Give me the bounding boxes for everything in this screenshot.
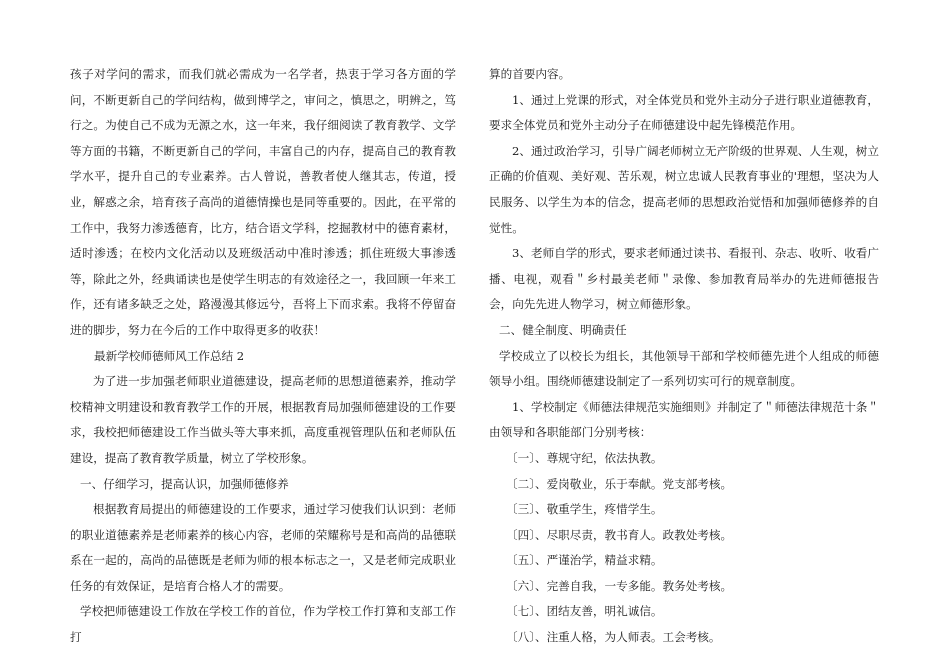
paragraph: 为了进一步加强老师职业道德建设，提高老师的思想道德素养，推动学校精神文明建设和教育教学工作的开展，根据教育局加强师德建设的工作要求，我校把师德建设工作当做头等大事来抓，高度重视管理队伍和老师队伍建设，提高了教育教学质量，树立了学校形象。: [70, 374, 456, 465]
left-column: [70, 62, 456, 651]
list-item: 〔二〕、爱岗敬业，乐于奉献。党支部考核。: [506, 476, 733, 491]
right-column: [489, 62, 879, 651]
list-item: 〔八〕、注重人格，为人师表。工会考核。: [506, 630, 721, 645]
paragraph: 根据教育局提出的师德建设的工作要求，通过学习使我们认识到：老师的职业道德素养是老师素养的核心内容，老师的荣耀称号是和高尚的品德联系在一起的，高尚的品德既是老师为师的根本标志之一，又是老师完成职业任务的有效保证，是培育合格人才的需要。: [70, 502, 456, 593]
section-heading: 二、健全制度、明确责任: [499, 322, 627, 337]
list-item: 〔六〕、完善自我，一专多能。教务处考核。: [506, 578, 733, 593]
list-item: 〔三〕、敬重学生，疼惜学生。: [506, 502, 663, 517]
paragraph: 2、通过政治学习，引导广阔老师树立无产阶级的世界观、人生观，树立正确的价值观、美好观、苦乐观，树立忠诚人民教育事业的'理想，坚决为人民服务、以学生为本的信念，提高老师的思想政治觉悟和加强师德修养的自觉性。: [489, 143, 879, 235]
list-item: 〔一〕、尊规守纪，依法执教。: [506, 450, 663, 465]
paragraph: 3、老师自学的形式，要求老师通过读书、看报刊、杂志、收听、收看广播、电视，观看＂乡村最美老师＂录像、参加教育局举办的先进师德报告会，向先先进人物学习，树立师德形象。: [489, 246, 879, 312]
list-item: 〔七〕、团结友善，明礼诚信。: [506, 604, 663, 619]
paragraph: 1、学校制定《师德法律规范实施细则》并制定了＂师德法律规范十条＂由领导和各职能部门分别考核：: [489, 399, 879, 440]
list-item: 〔五〕、严谨治学，精益求精。: [506, 553, 663, 568]
section-heading: 一、仔细学习，提高认识，加强师德修养: [80, 476, 289, 491]
section-title: 最新学校师德师风工作总结 2: [94, 348, 245, 363]
paragraph: 孩子对学问的需求，而我们就必需成为一名学者，热衷于学习各方面的学问，不断更新自己的学问结构，做到博学之，审问之，慎思之，明辨之，笃行之。为使自己不成为无源之水，这一年来，我仔细阅读了教育教学、文学等方面的书籍，不断更新自己的学问，丰富自己的内存，提高自己的教育教学水平，提升自己的专业素养。古人曾说，善教者使人继其志，传道，授业，解惑之余，培育孩子高尚的道德情操也是同等重要的。因此，在平常的工作中，我努力渗透德育，比方，结合语文学科，挖掘教材中的德育素材，适时渗透；在校内文化活动以及班级活动中准时渗透；抓住班级大事渗透等，除此之外，经典诵读也是使学生明志的有效途径之一，我回顾一年来工作，还有诸多缺乏之处，路漫漫其修远兮，吾将上下而求索。我将不停留奋进的脚步，努力在今后的工作中取得更多的收获！: [70, 67, 456, 337]
paragraph: 学校成立了以校长为组长，其他领导干部和学校师德先进个人组成的师德领导小组。围绕师德建设制定了一系列切实可行的规章制度。: [489, 348, 879, 389]
paragraph: 算的首要内容。: [489, 67, 571, 81]
list-item: 〔四〕、尽职尽责，教书育人。政教处考核。: [506, 527, 733, 542]
paragraph: 学校把师德建设工作放在学校工作的首位，作为学校工作打算和支部工作打: [70, 604, 456, 645]
paragraph: 1、通过上党课的形式，对全体党员和党外主动分子进行职业道德教育，要求全体党员和党外主动分子在师德建设中起先锋模范作用。: [489, 92, 879, 133]
